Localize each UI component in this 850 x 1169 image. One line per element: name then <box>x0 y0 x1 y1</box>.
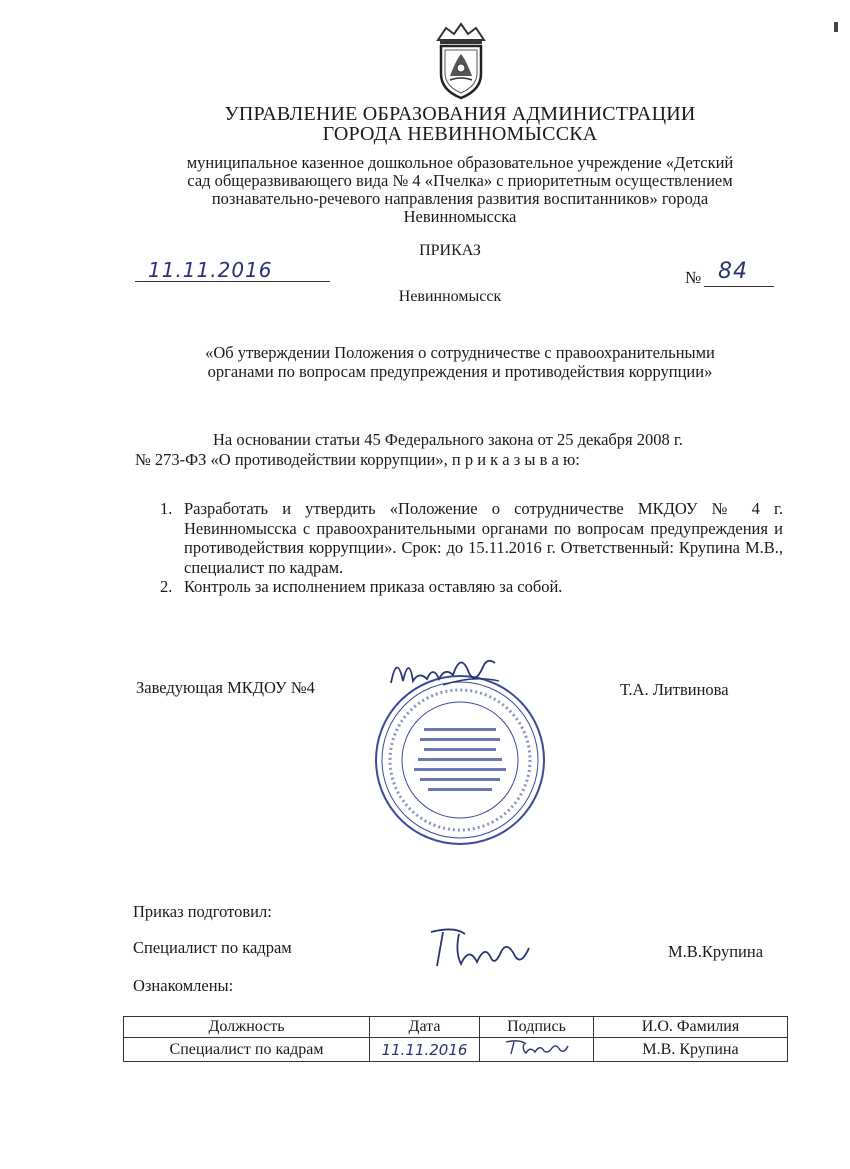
institution-line-2: сад общеразвивающего вида № 4 «Пчелка» с приоритетным осуществлением <box>187 171 733 190</box>
prepared-by-role: Специалист по кадрам <box>133 938 292 957</box>
institution-line-3: познавательно-речевого направления развития воспитанников» города <box>211 189 709 208</box>
number-underline <box>704 286 774 287</box>
authority-title <box>200 104 720 144</box>
order-city: Невинномысск <box>398 288 502 305</box>
authority-line-1: УПРАВЛЕНИЕ ОБРАЗОВАНИЯ АДМИНИСТРАЦИИ <box>224 103 696 125</box>
institution-line-4: Невинномысска <box>403 207 517 226</box>
date-underline <box>135 281 330 282</box>
preamble-line-1: На основании статьи 45 Федерального закона от 25 декабря 2008 г. <box>213 430 683 449</box>
acknowledgement-table <box>123 1016 788 1062</box>
institution-line-1: муниципальное казенное дошкольное образовательное учреждение «Детский <box>186 153 734 172</box>
item-number: 1. <box>160 499 173 518</box>
cell-date: 11.11.2016 <box>370 1038 480 1062</box>
head-role: Заведующая МКДОУ №4 <box>136 678 315 697</box>
subject-line-1: «Об утверждении Положения о сотрудничестве с правоохранительными <box>205 343 715 362</box>
column-header-date: Дата <box>370 1017 480 1038</box>
order-item <box>160 577 783 597</box>
order-number-label: № <box>685 268 702 287</box>
order-items <box>160 499 783 597</box>
authority-line-2: ГОРОДА НЕВИННОМЫССКА <box>322 123 598 145</box>
round-seal-stamp-icon <box>372 672 548 848</box>
column-header-signature: Подпись <box>480 1017 594 1038</box>
familiarized-label: Ознакомлены: <box>133 976 234 995</box>
item-number: 2. <box>160 577 173 596</box>
institution-name <box>120 154 800 226</box>
order-date: 11.11.2016 <box>148 258 273 282</box>
order-item <box>160 499 783 577</box>
head-signature-icon <box>383 645 503 695</box>
scan-mark <box>834 22 838 32</box>
row-signature-icon <box>502 1038 572 1056</box>
preparer-signature-icon <box>425 922 535 972</box>
column-header-name: И.О. Фамилия <box>594 1017 788 1038</box>
table-row <box>124 1038 788 1062</box>
preamble-line-2: № 273-ФЗ «О противодействии коррупции», п р и к а з ы в а ю: <box>135 450 580 469</box>
document-type: ПРИКАЗ <box>419 242 481 259</box>
item-text: Разработать и утвердить «Положение о сотрудничестве МКДОУ № 4 г. Невинномысска с правоохранительными органами по вопросам предупреждения и противодействия коррупции». Срок: до 15.11.2016 г. Ответственный: Крупина М.В., специалист по кадрам. <box>184 499 783 577</box>
order-subject <box>130 343 790 381</box>
order-number: 84 <box>718 259 748 284</box>
table-header-row <box>124 1017 788 1038</box>
column-header-position: Должность <box>124 1017 370 1038</box>
preamble <box>135 430 783 470</box>
item-text: Контроль за исполнением приказа оставляю за собой. <box>184 577 563 596</box>
coat-of-arms-icon <box>428 18 494 102</box>
prepared-by-label: Приказ подготовил: <box>133 902 272 921</box>
subject-line-2: органами по вопросам предупреждения и противодействия коррупции» <box>207 362 713 381</box>
cell-signature <box>480 1038 594 1062</box>
head-name: Т.А. Литвинова <box>620 680 729 699</box>
cell-name: М.В. Крупина <box>594 1038 788 1062</box>
cell-position: Специалист по кадрам <box>124 1038 370 1062</box>
prepared-by-name: М.В.Крупина <box>668 942 764 961</box>
